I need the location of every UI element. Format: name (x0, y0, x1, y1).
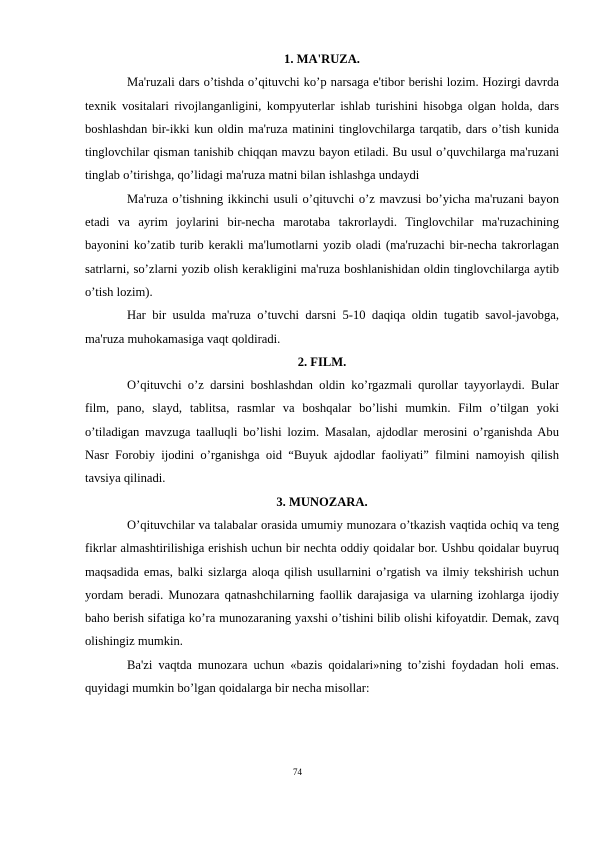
section-heading-munozara: 3. MUNOZARA. (276, 494, 368, 509)
page-content (85, 48, 559, 700)
paragraph: Ma'ruzali dars o’tishda o’qituvchi ko’p narsaga e'tibor berishi lozim. Hozirgi davrda texnik vositalari rivojlanganligini, kompyuterlar ishlab turishini hisobga olgan holda, dars boshlashdan bir-ikki kun oldin ma'ruza matinini tinglovchilarga tarqatib, dars o’tish kunida tinglovchilar qisman tanishib chiqqan mavzu bayon etiladi. Bu usul o’quvchilarga ma'ruzani tinglab o’tirishga, qo’lidagi ma'ruza matni bilan ishlashga undaydi (85, 75, 559, 183)
paragraph: Ba'zi vaqtda munozara uchun «bazis qoidalari»ning to’zishi foydadan holi emas. quyidagi mumkin bo’lgan qoidalarga bir necha misollar: (85, 657, 559, 696)
paragraph: O’qituvchilar va talabalar orasida umumiy munozara o’tkazish vaqtida ochiq va teng fikrlar almashtirilishiga erishish uchun bir nechta oddiy qoidalar bor. Ushbu qoidalar buyruq maqsadida emas, balki sizlarga aloqa qilish usullarnini o’rgatish va ilmiy tekshirish uchun yordam beradi. Munozara qatnashchilarning faollik darajasiga va ularning izohlarga ijodiy baho berish sifatiga ko’ra munozaraning yaxshi o’tishini bilib olishi kifoyatdir. Demak, zavq olishingiz mumkin. (85, 517, 559, 649)
section-heading-maruza: 1. MA'RUZA. (284, 52, 360, 66)
section-heading-film: 2. FILM. (297, 354, 347, 369)
page-number: 74 (293, 767, 302, 777)
paragraph: O’qituvchi o’z darsini boshlashdan oldin ko’rgazmali qurollar tayyorlaydi. Bular film, pano, slayd, tablitsa, rasmlar va boshqalar bo’lishi mumkin. Film o’tilgan yoki o’tiladigan mavzuga taalluqli bo’lishi lozim. Masalan, ajdodlar merosini o’rganishda Abu Nasr Forobiy ijodini o’rganishga oid “Buyuk ajdodlar faoliyati” filmini namoyish qilish tavsiya qilinadi. (85, 378, 559, 486)
paragraph: Ma'ruza o’tishning ikkinchi usuli o’qituvchi o’z mavzusi bo’yicha ma'ruzani bayon etadi va ayrim joylarini bir-necha marotaba takrorlaydi. Tinglovchilar ma'ruzachining bayonini ko’zatib turib kerakli ma'lumotlarni yozib oladi (ma'ruzachi bir-necha takrorlagan satrlarni, so’zlarni yozib olish kerakligini ma'ruza boshlanishidan oldin tinglovchilarga aytib o’tish lozim). (85, 191, 559, 299)
paragraph: Har bir usulda ma'ruza o’tuvchi darsni 5-10 daqiqa oldin tugatib savol-javobga, ma'ruza muhokamasiga vaqt qoldiradi. (85, 308, 559, 346)
